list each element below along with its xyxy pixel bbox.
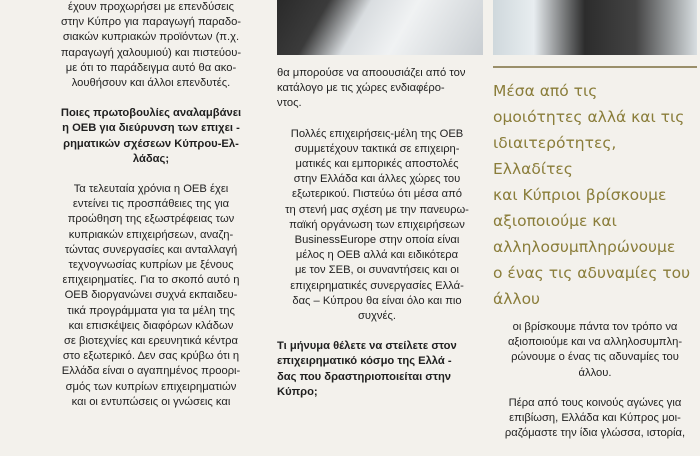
column-right-text <box>493 320 697 456</box>
interview-question-1: Ποιες πρωτοβουλίες αναλαμβάνει η ΟΕΒ για διεύρυνση των επιχει - ρηματικών σχέσεων Κύπρου-Ελ- λάδας; <box>60 107 242 165</box>
column-middle <box>277 66 477 415</box>
right-paragraph-2: Πέρα από τους κοινούς αγώνες για επιβίωση, Ελλάδα και Κύπρος μοι- ραζόμαστε την ίδια γλώσσα, ιστορία, <box>504 396 686 440</box>
photo-businessman <box>493 0 697 55</box>
pull-quote-rule <box>493 66 697 68</box>
column-left <box>36 0 266 425</box>
right-paragraph-1: οι βρίσκουμε πάντα τον τρόπο να αξιοποιούμε και να αλληλοσυμπλη- ρώνουμε ο ένας τις αδυναμίες του άλλου. <box>507 321 683 379</box>
middle-paragraph-1: θα μπορούσε να αποουσιάζει από τον κατάλογο με τις χώρες ενδιαφέρο- ντος. <box>277 67 466 110</box>
interview-question-2: Τι μήνυμα θέλετε να στείλετε στον επιχειρηματικό κόσμο της Ελλά - δας που δραστηριοποιείται στην Κύπρο; <box>277 340 457 398</box>
pull-quote: Μέσα από τις ομοιότητες αλλά και τις ιδιαιτερότητες, Ελλαδίτες και Κύπριοι βρίσκουμε αξιοποιούμε και αλληλοσυμπληρώνουμε ο ένας τις αδυναμίες του άλλου <box>493 82 691 308</box>
answer-paragraph-1: Τα τελευταία χρόνια η ΟΕΒ έχει εντείνει τις προσπάθειες της για προώθηση της εξωστρέφειας των κυπριακών επιχειρήσεων, αναζη- τώντας συνεργασίες και ανταλλαγή τεχνογνωσίας κυπρίων με ξένους επιχειρηματίες. Για το σκοπό αυτό η ΟΕΒ διοργανώνει συχνά εκπαιδευ- τικά προγράμματα για τα μέλη της και επισκέψεις διαφόρων κλάδων σε βιοτεχνίες και ερευνητικά κέντρα στο εξωτερικό. Δεν σας κρύβω ότι η Ελλάδα είναι ο αγαπημένος προορι- σμός των κυπρίων επιχειρηματιών και οι εντυπώσεις οι γνώσεις και <box>61 183 241 408</box>
middle-paragraph-2: Πολλές επιχειρήσεις-μέλη της ΟΕΒ συμμετέχουν τακτικά σε επιχειρη- ματικές και εμπορικές αποστολές στην Ελλάδα και άλλες χώρες του εξωτερικού. Πιστεύω ότι μέσα από τη στενή μας σχέση με την πανευρω- παϊκή οργάνωση των επιχειρήσεων BusinessEurope στην οποία είναι μέλος η ΟΕΒ αλλά και ειδικότερα με τον ΣΕΒ, οι συναντήσεις και οι επιχειρηματικές συνεργασίες Ελλά- δας – Κύπρου θα είναι όλο και πιο συχνές. <box>285 127 469 323</box>
intro-paragraph: έχουν προχωρήσει με επενδύσεις στην Κύπρο για παραγωγή παραδο- σιακών κυπριακών προϊόντων (π.χ. παραγωγή χαλουμιού) και πιστεύου- με ότι το παράδειγμα αυτό θα ακο- λουθήσουν και άλλοι επενδυτές. <box>60 1 242 90</box>
photo-business-hands <box>277 0 483 55</box>
